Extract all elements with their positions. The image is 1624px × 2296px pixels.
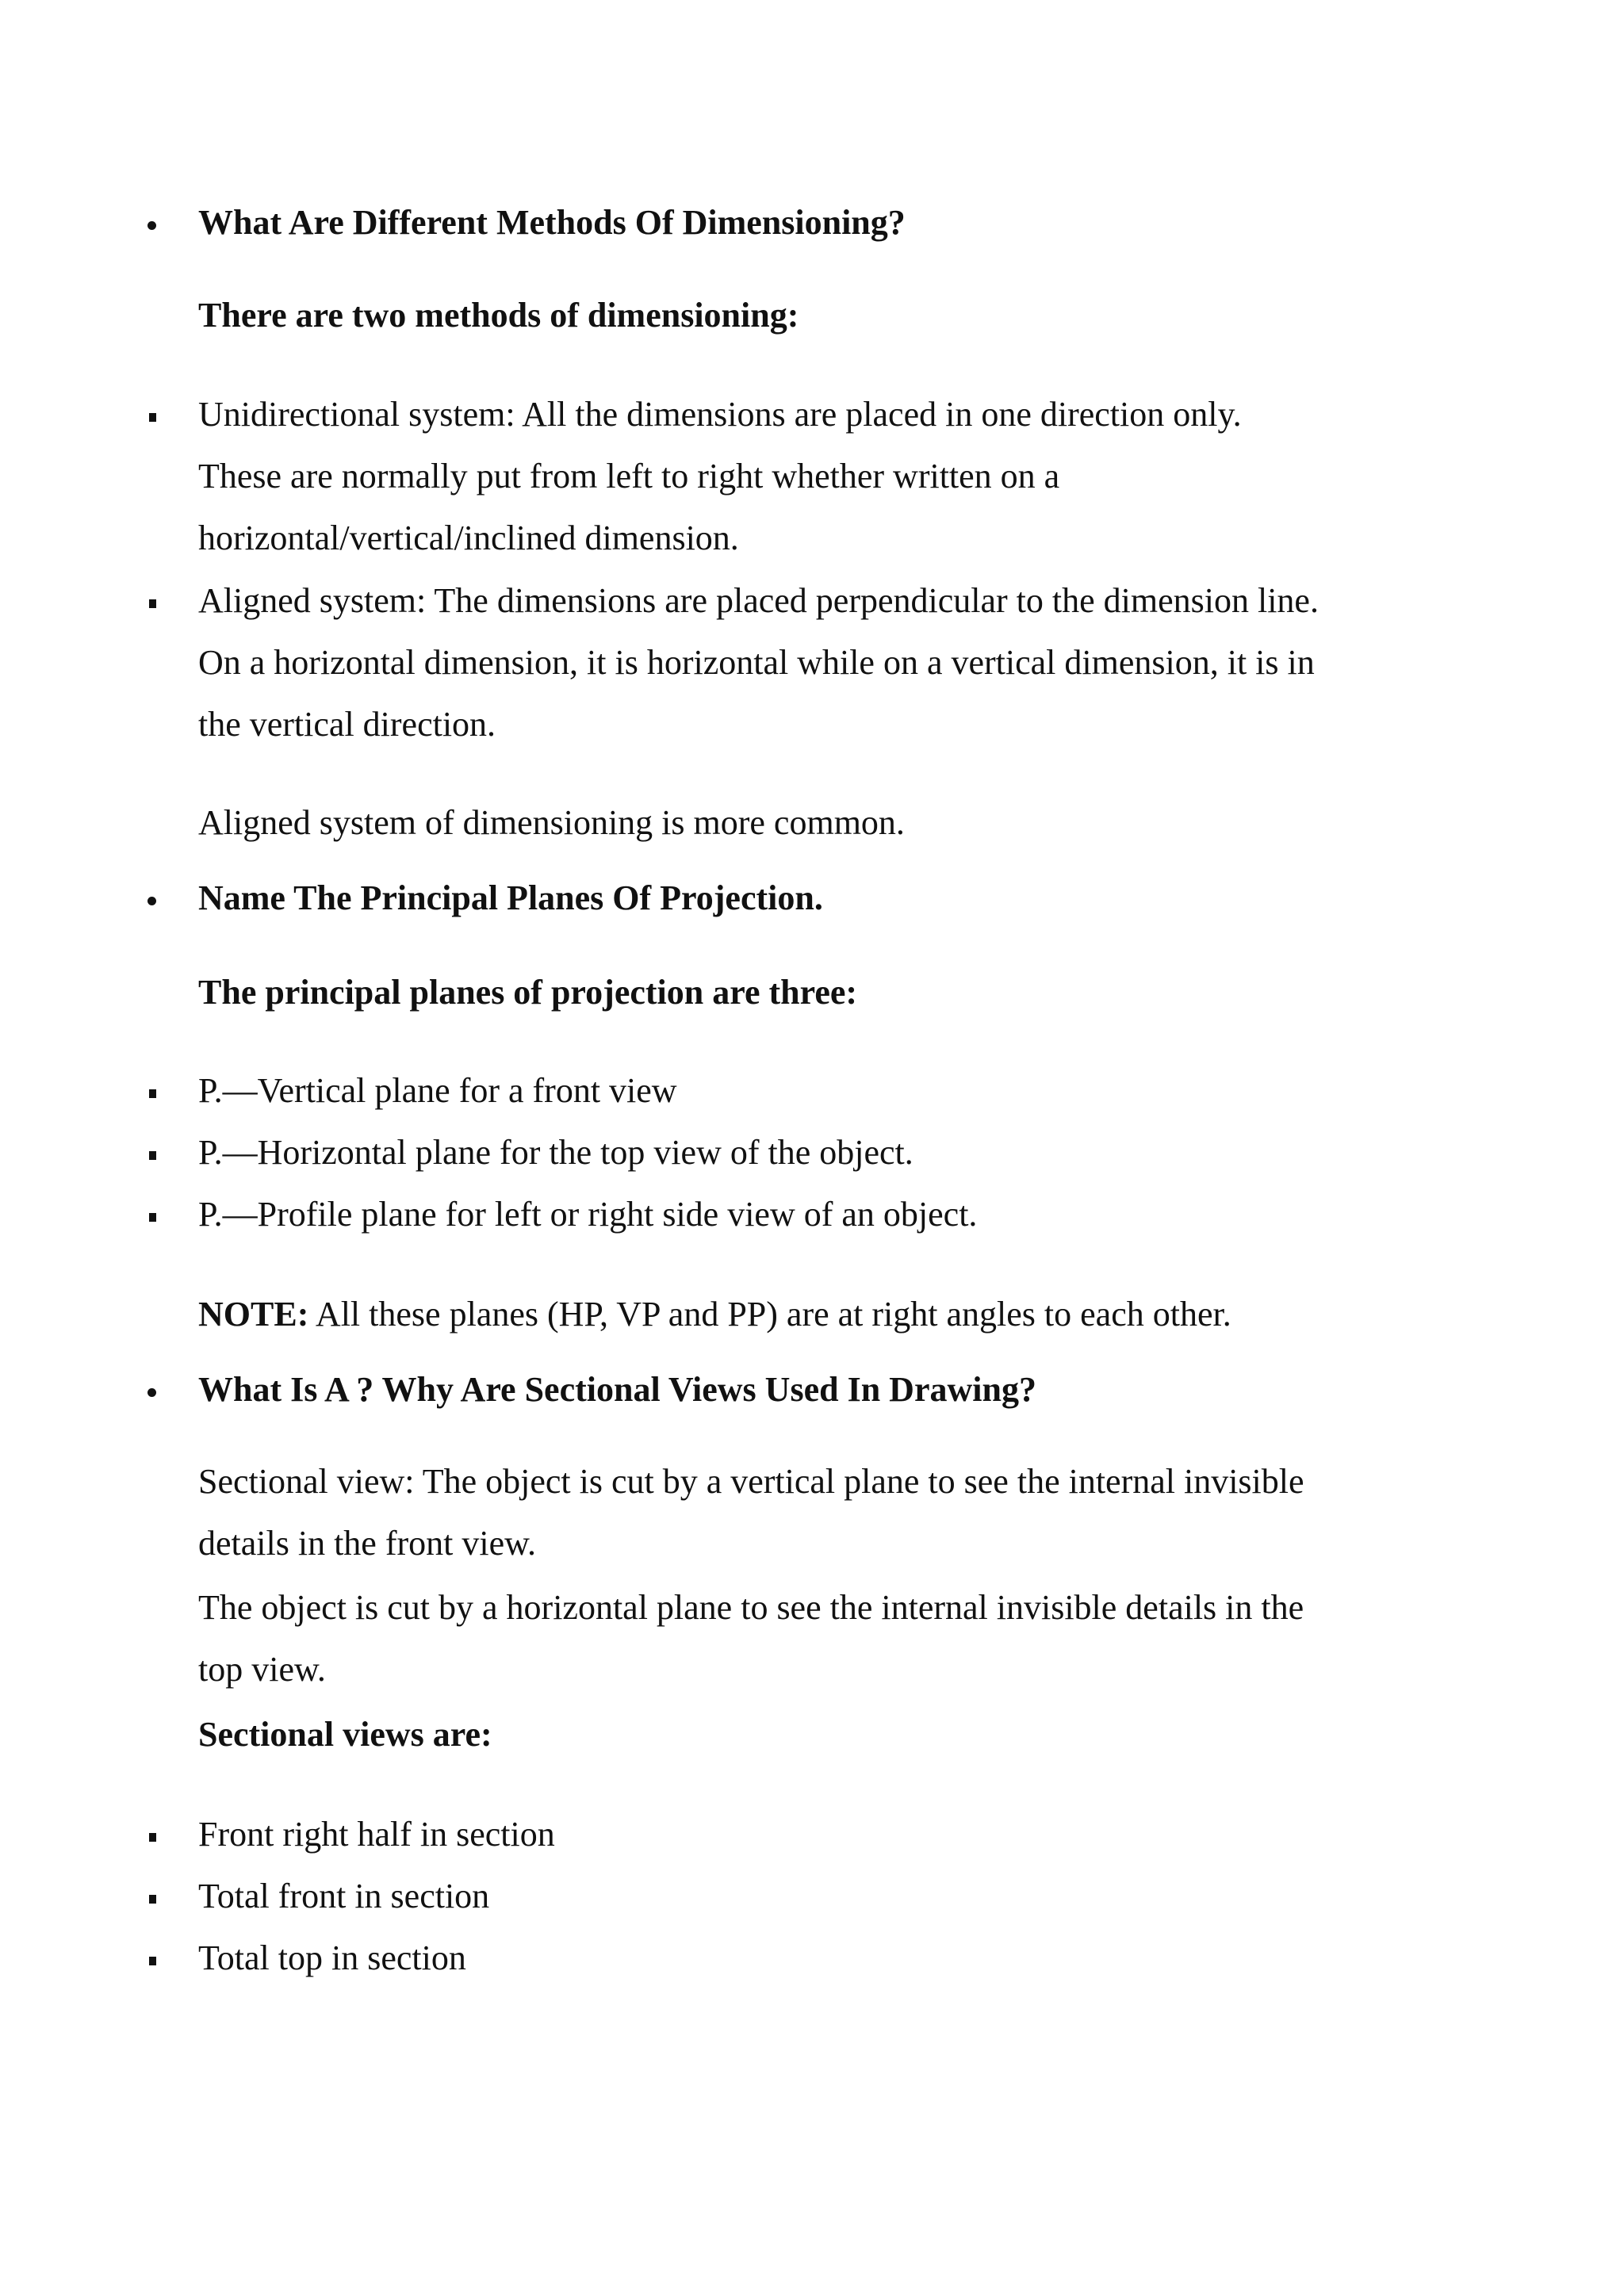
bullet-dot-icon xyxy=(147,1369,159,1380)
question-3-subheading: Sectional views are: xyxy=(198,1715,492,1754)
paragraph-line: The object is cut by a horizontal plane to see the internal invisible details in the xyxy=(198,1588,1304,1627)
list-item: P.—Vertical plane for a front view xyxy=(198,1071,677,1110)
list-item-line: On a horizontal dimension, it is horizontal while on a vertical dimension, it is in xyxy=(198,643,1315,682)
bullet-dot-icon xyxy=(147,202,159,213)
list-item: P.—Horizontal plane for the top view of the object. xyxy=(198,1133,914,1172)
paragraph-line: details in the front view. xyxy=(198,1524,537,1563)
bullet-square-icon xyxy=(149,1070,159,1080)
bullet-square-icon xyxy=(149,1938,159,1947)
note-text: All these planes (HP, VP and PP) are at right angles to each other. xyxy=(308,1295,1231,1334)
list-item-line: Unidirectional system: All the dimensions are placed in one direction only. xyxy=(198,395,1242,434)
question-1-intro: There are two methods of dimensioning: xyxy=(198,296,799,335)
question-3-title: What Is A ? Why Are Sectional Views Used In Drawing? xyxy=(198,1370,1036,1409)
list-item-line: the vertical direction. xyxy=(198,705,496,744)
paragraph-line: top view. xyxy=(198,1650,326,1689)
question-2-title: Name The Principal Planes Of Projection. xyxy=(198,878,823,917)
bullet-square-icon xyxy=(149,1194,159,1203)
question-1-title: What Are Different Methods Of Dimensioning? xyxy=(198,203,906,242)
list-item: Total top in section xyxy=(198,1938,466,1977)
bullet-square-icon xyxy=(149,580,159,590)
question-1-note: Aligned system of dimensioning is more common. xyxy=(198,803,905,842)
list-item-line: Aligned system: The dimensions are placed perpendicular to the dimension line. xyxy=(198,581,1319,620)
note-label: NOTE: xyxy=(198,1295,309,1334)
bullet-square-icon xyxy=(149,1876,159,1885)
list-item-line: These are normally put from left to right whether written on a xyxy=(198,457,1060,496)
list-item: Total front in section xyxy=(198,1877,490,1915)
question-2-note xyxy=(198,1294,1231,1335)
list-item: Front right half in section xyxy=(198,1815,555,1854)
question-2-intro: The principal planes of projection are three: xyxy=(198,973,858,1012)
bullet-square-icon xyxy=(149,1814,159,1823)
bullet-square-icon xyxy=(149,1132,159,1142)
list-item: P.—Profile plane for left or right side view of an object. xyxy=(198,1195,978,1234)
bullet-dot-icon xyxy=(147,878,159,889)
paragraph-line: Sectional view: The object is cut by a vertical plane to see the internal invisible xyxy=(198,1462,1304,1501)
list-item-line: horizontal/vertical/inclined dimension. xyxy=(198,519,739,557)
bullet-square-icon xyxy=(149,394,159,404)
